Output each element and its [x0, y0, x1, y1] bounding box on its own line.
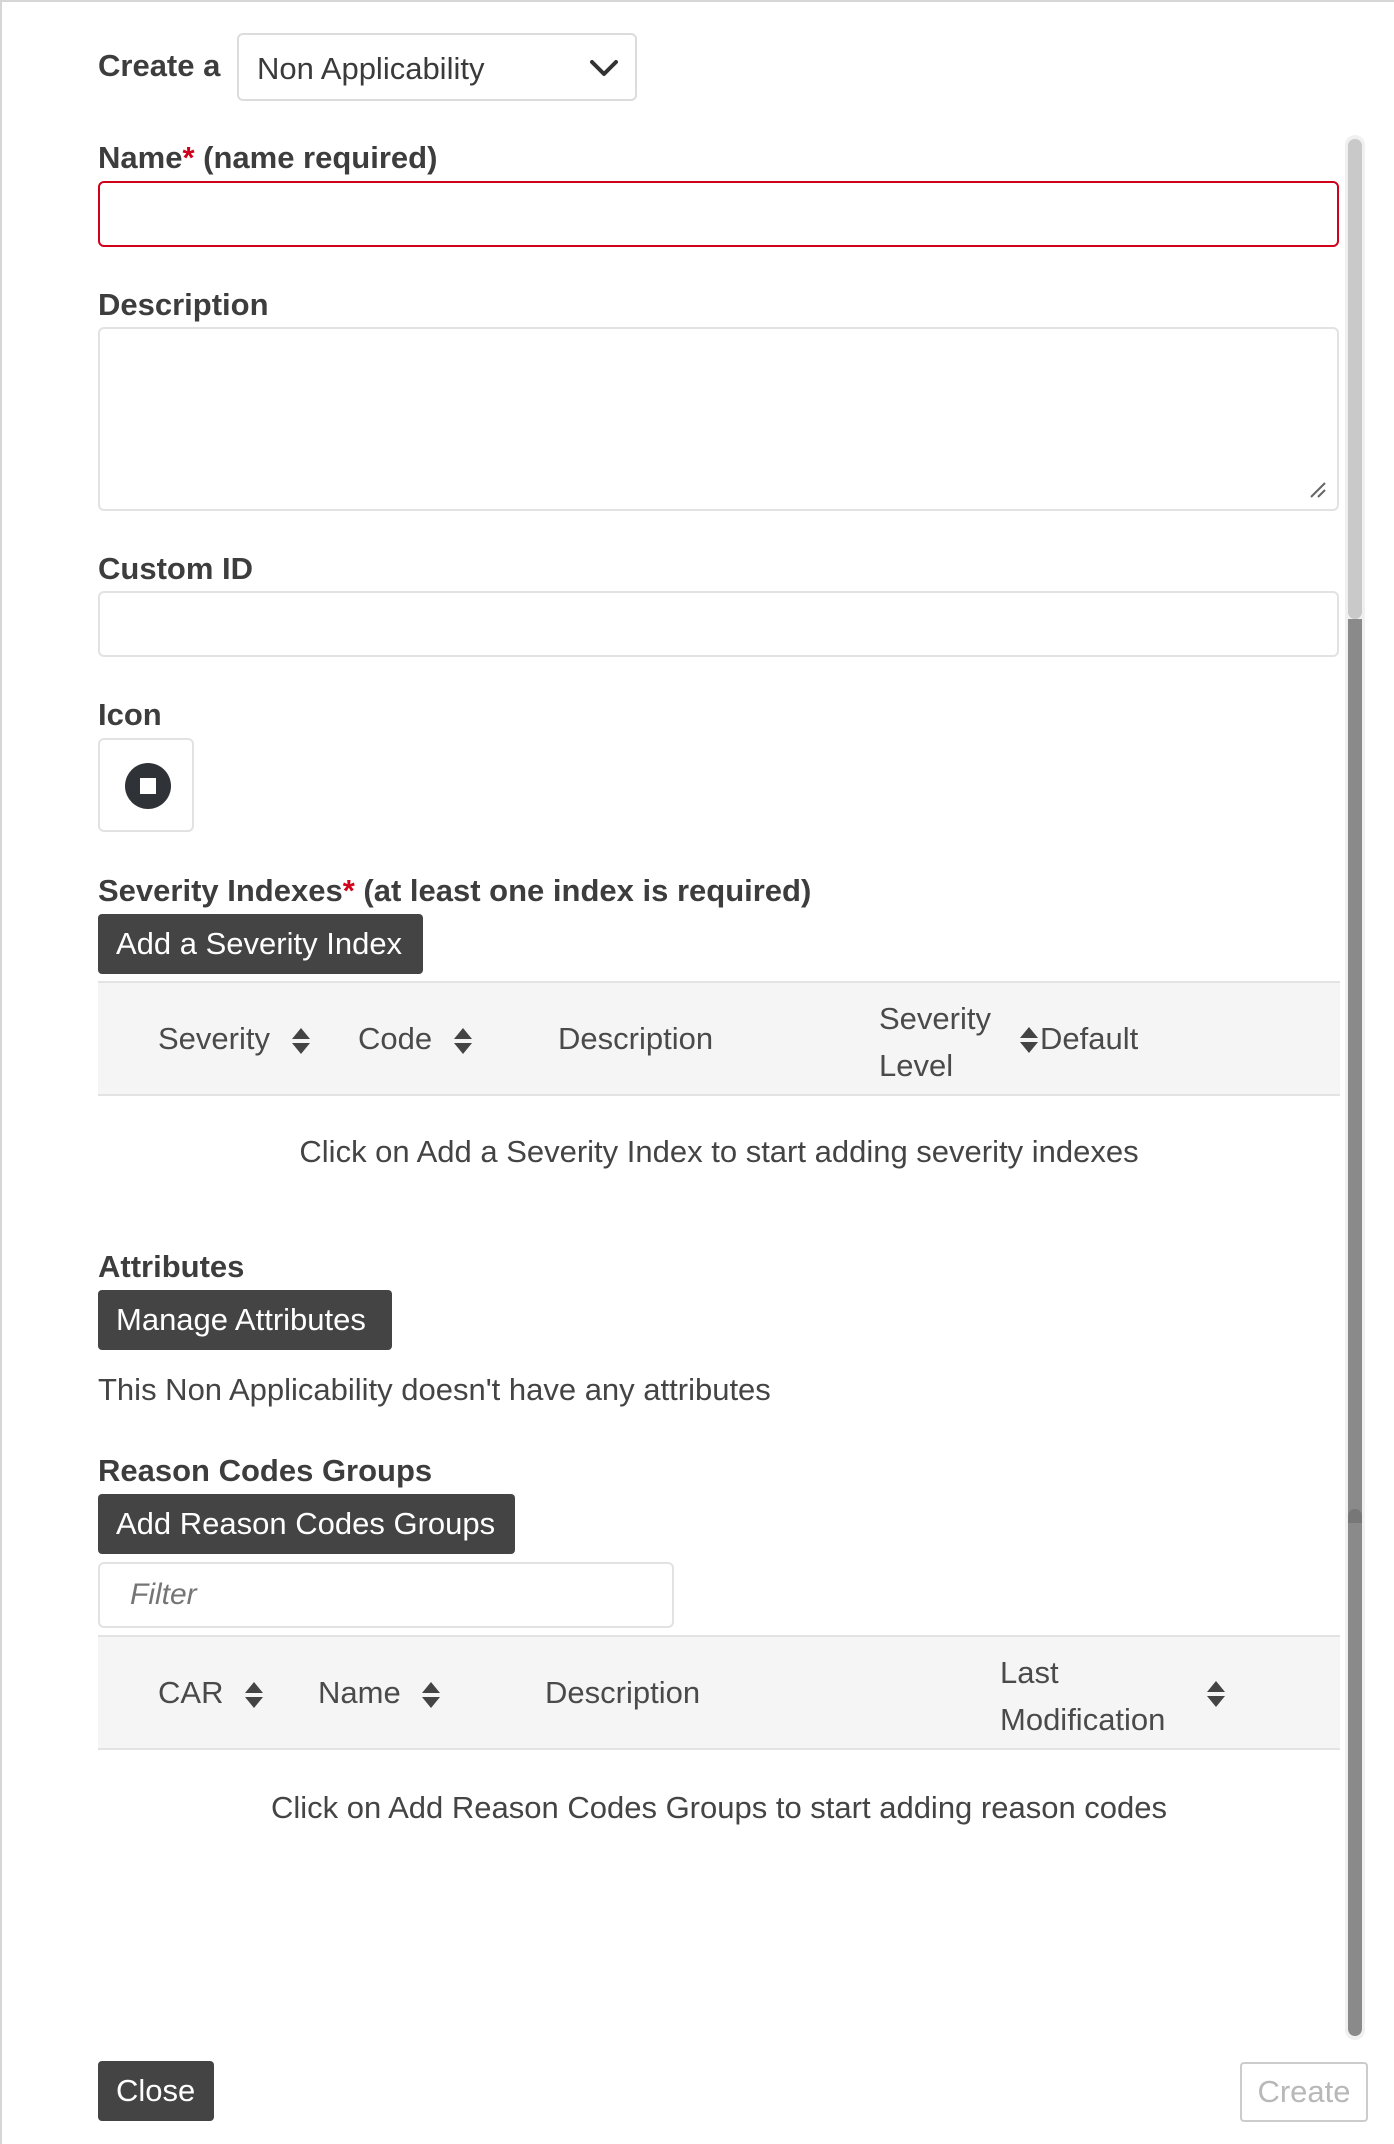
- column-label-line1: Severity: [879, 1001, 991, 1036]
- column-code[interactable]: [358, 1021, 473, 1057]
- column-label-line1: Last: [1000, 1655, 1059, 1690]
- column-label: Severity: [158, 1021, 270, 1056]
- add-reason-codes-groups-button[interactable]: Add Reason Codes Groups: [98, 1494, 515, 1554]
- create-a-label: Create a: [98, 48, 221, 83]
- column-label-line2: Level: [879, 1048, 954, 1083]
- add-severity-index-button[interactable]: Add a Severity Index: [98, 914, 423, 974]
- scrollbar-lower-knob: [1348, 1509, 1362, 1523]
- chevron-down-icon: [589, 59, 619, 79]
- name-label: [98, 140, 437, 176]
- scrollbar-upper-track: [1348, 139, 1362, 619]
- column-car[interactable]: [158, 1675, 264, 1711]
- scrollbar-thumb[interactable]: [1348, 619, 1362, 1624]
- name-input[interactable]: [98, 181, 1339, 247]
- column-name[interactable]: [318, 1675, 441, 1711]
- type-select-value: Non Applicability: [257, 51, 485, 86]
- manage-attributes-button[interactable]: Manage Attributes: [98, 1290, 392, 1350]
- type-select[interactable]: [237, 33, 637, 101]
- severity-empty-message: Click on Add a Severity Index to start adding severity indexes: [299, 1134, 1139, 1169]
- sort-icon: [1206, 1679, 1226, 1709]
- create-button[interactable]: Create: [1240, 2062, 1368, 2122]
- attributes-empty-message: This Non Applicability doesn't have any attributes: [98, 1372, 771, 1407]
- custom-id-label: Custom ID: [98, 551, 253, 586]
- sort-icon: [244, 1680, 264, 1710]
- name-label-text: Name: [98, 140, 183, 175]
- required-mark: *: [342, 873, 355, 908]
- column-label: Name: [318, 1675, 401, 1710]
- severity-table-header: [98, 981, 1340, 1096]
- description-textarea[interactable]: [98, 327, 1339, 511]
- stop-circle-icon: [124, 762, 172, 810]
- resize-handle-icon[interactable]: [1309, 481, 1327, 499]
- column-label-line2: Modification: [1000, 1702, 1166, 1737]
- close-button[interactable]: Close: [98, 2061, 214, 2121]
- column-description: Description: [558, 1021, 714, 1056]
- reason-codes-table-header: [98, 1635, 1340, 1750]
- name-hint: (name required): [203, 140, 438, 175]
- scrollbar[interactable]: [1345, 135, 1365, 2040]
- required-mark: *: [182, 140, 195, 175]
- sort-icon: [1019, 1025, 1039, 1055]
- column-severity-level[interactable]: [879, 995, 991, 1089]
- filter-input[interactable]: [98, 1562, 674, 1628]
- attributes-label: Attributes: [98, 1249, 245, 1284]
- reason-codes-groups-label: Reason Codes Groups: [98, 1453, 433, 1488]
- column-severity[interactable]: [158, 1021, 311, 1057]
- severity-hint: (at least one index is required): [363, 873, 812, 908]
- column-label: Code: [358, 1021, 433, 1056]
- column-last-modification[interactable]: [1000, 1649, 1165, 1743]
- icon-label: Icon: [98, 697, 162, 732]
- column-description: Description: [545, 1675, 701, 1710]
- description-label: Description: [98, 287, 269, 322]
- column-default: Default: [1040, 1021, 1139, 1056]
- column-label: CAR: [158, 1675, 224, 1710]
- sort-icon: [421, 1680, 441, 1710]
- severity-label-text: Severity Indexes: [98, 873, 343, 908]
- sort-icon: [453, 1026, 473, 1056]
- scrollbar-lower-track: [1348, 1544, 1362, 2036]
- icon-picker[interactable]: [98, 738, 194, 832]
- custom-id-input[interactable]: [98, 591, 1339, 657]
- severity-indexes-label: [98, 873, 811, 909]
- sort-icon: [291, 1026, 311, 1056]
- reason-codes-empty-message: Click on Add Reason Codes Groups to start adding reason codes: [270, 1790, 1168, 1825]
